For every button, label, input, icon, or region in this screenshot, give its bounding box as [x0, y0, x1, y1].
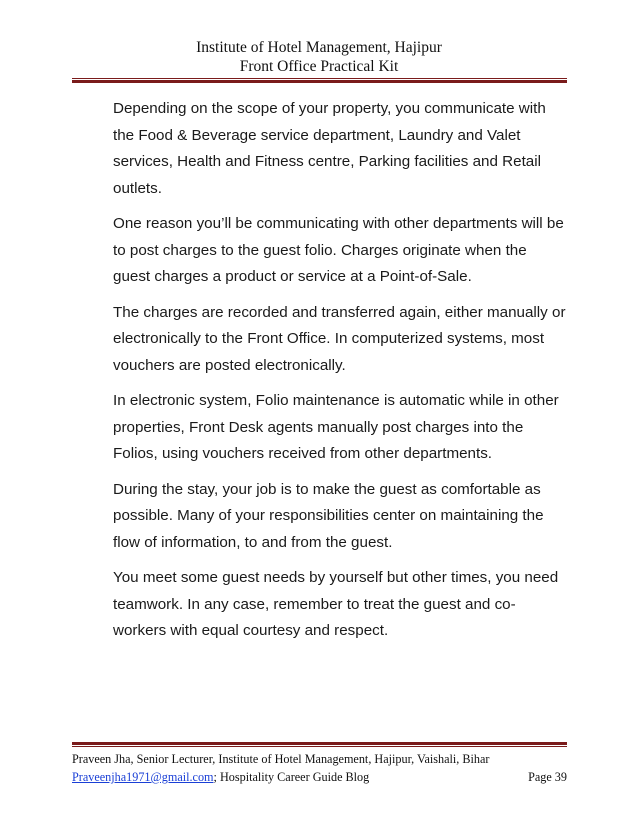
page-header	[0, 38, 638, 76]
footer-blog-text: ; Hospitality Career Guide Blog	[213, 770, 370, 784]
paragraph: The charges are recorded and transferred again, either manually or electronically to the Front Office. In computerized systems, most vouchers are posted electronically.	[113, 303, 566, 374]
paragraph: In electronic system, Folio maintenance is automatic while in other properties, Front Desk agents manually post charges into the Folios, using vouchers received from other departments.	[113, 392, 559, 462]
footer-contact-line	[72, 768, 567, 786]
header-divider	[72, 78, 567, 83]
paragraph: Depending on the scope of your property, you communicate with the Food & Beverage service department, Laundry and Valet services, Health and Fitness centre, Parking facilities and Retail outlets.	[113, 100, 546, 197]
footer-author-line: Praveen Jha, Senior Lecturer, Institute of Hotel Management, Hajipur, Vaishali, Bihar	[72, 752, 490, 766]
page-body	[113, 96, 568, 654]
header-institute-title: Institute of Hotel Management, Hajipur	[196, 39, 442, 56]
footer-email-link[interactable]: Praveenjha1971@gmail.com	[72, 770, 214, 784]
paragraph: One reason you’ll be communicating with other departments will be to post charges to the guest folio. Charges originate when the guest charges a product or service at a Point-of-Sale.	[113, 215, 564, 285]
page-footer	[72, 750, 567, 786]
footer-divider	[72, 742, 567, 747]
paragraph: You meet some guest needs by yourself but other times, you need teamwork. In any case, remember to treat the guest and co-workers with equal courtesy and respect.	[113, 569, 559, 639]
header-kit-title: Front Office Practical Kit	[239, 58, 399, 75]
page-number: Page 39	[528, 770, 567, 784]
paragraph: During the stay, your job is to make the guest as comfortable as possible. Many of your responsibilities center on maintaining the flow of information, to and from the guest.	[113, 480, 544, 551]
